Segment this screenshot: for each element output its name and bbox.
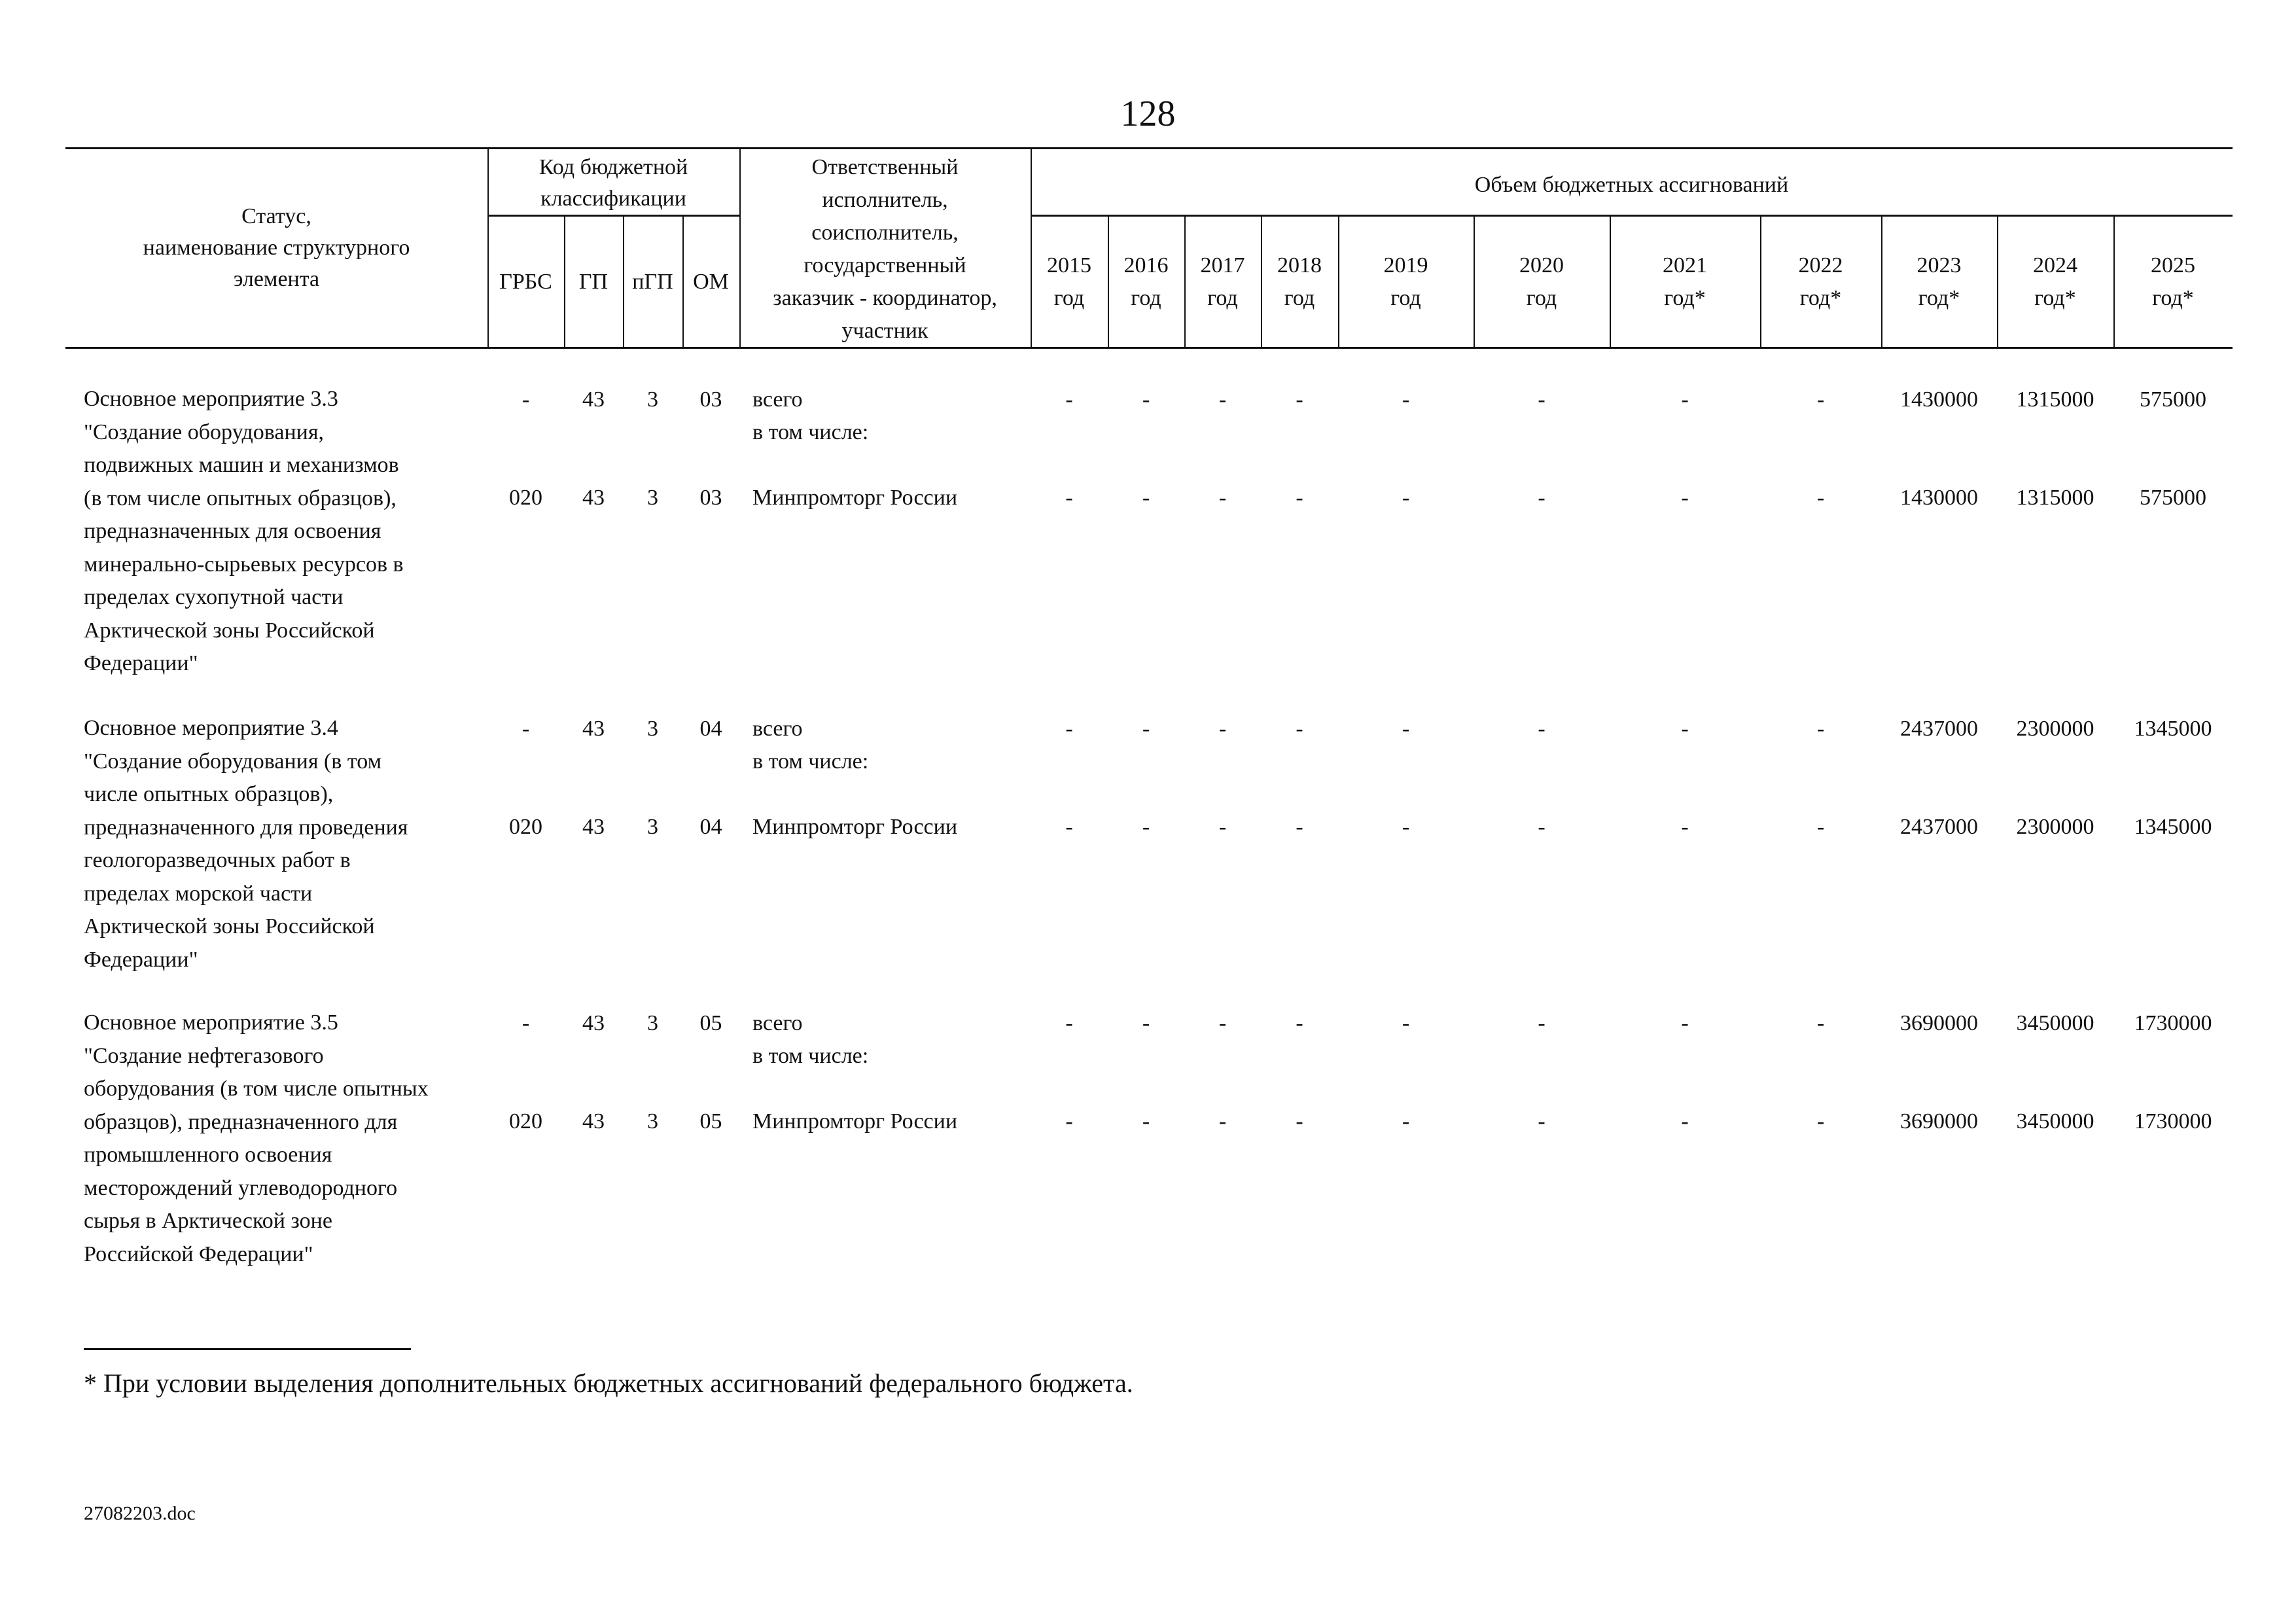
kbk-header-label: классификации — [540, 187, 686, 211]
budget-value-cell: 2437000 — [1900, 815, 1978, 839]
status-line: геологоразведочных работ в — [84, 848, 351, 872]
kbk-cell-grbs: - — [521, 1011, 530, 1035]
status-line: Основное мероприятие 3.3 — [84, 387, 338, 411]
kbk-cell-om: 04 — [699, 815, 722, 839]
budget-value-cell: 3450000 — [2016, 1109, 2094, 1133]
responsible-header-label: Ответственный — [811, 155, 959, 179]
kbk-col-label: пГП — [632, 270, 673, 294]
year-header-2015: 2015 — [1047, 253, 1091, 277]
year-header-2019: 2019 — [1383, 253, 1428, 277]
budget-value-cell: - — [1681, 815, 1689, 839]
responsible-header-label: соисполнитель, — [811, 221, 959, 245]
kbk-cell-om: 03 — [699, 486, 722, 510]
responsible-cell: Минпромторг России — [752, 815, 958, 839]
budget-value-cell: - — [1296, 1109, 1303, 1133]
status-line: месторождений углеводородного — [84, 1175, 398, 1200]
budget-value-cell: - — [1538, 1109, 1545, 1133]
budget-value-cell: 3690000 — [1900, 1011, 1978, 1035]
status-line: пределах сухопутной части — [84, 585, 344, 609]
status-line: Федерации" — [84, 651, 198, 675]
budget-value-cell: - — [1538, 717, 1545, 741]
budget-value-cell: 575000 — [2140, 387, 2206, 412]
kbk-cell-om: 03 — [699, 387, 722, 412]
budget-value-cell: - — [1538, 815, 1545, 839]
status-line: сырья в Арктической зоне — [84, 1209, 332, 1233]
responsible-cell: всего — [752, 1011, 803, 1035]
status-line: "Создание оборудования (в том — [84, 749, 382, 774]
status-line: Основное мероприятие 3.4 — [84, 716, 338, 740]
budget-value-cell: - — [1402, 1109, 1410, 1133]
status-line: промышленного освоения — [84, 1143, 332, 1167]
budget-value-cell: 2300000 — [2016, 815, 2094, 839]
kbk-cell-gp: 43 — [582, 815, 605, 839]
status-header-label: элемента — [233, 267, 320, 291]
status-line: образцов), предназначенного для — [84, 1109, 398, 1134]
year-unit-label: год* — [1918, 286, 1960, 310]
kbk-cell-pgp: 3 — [647, 815, 658, 839]
year-unit-label: год* — [1664, 286, 1706, 310]
responsible-cell: в том числе: — [752, 749, 869, 774]
budget-value-cell: 3450000 — [2016, 1011, 2094, 1035]
year-unit-label: год — [1207, 286, 1238, 310]
kbk-header-label: Код бюджетной — [539, 155, 688, 179]
kbk-cell-om: 04 — [699, 717, 722, 741]
budget-value-cell: - — [1296, 486, 1303, 510]
budget-value-cell: - — [1296, 1011, 1303, 1035]
responsible-header-label: заказчик - координатор, — [773, 286, 997, 310]
year-unit-label: год — [1526, 286, 1557, 310]
kbk-cell-grbs: 020 — [509, 815, 542, 839]
budget-value-cell: 1430000 — [1900, 387, 1978, 412]
status-line: числе опытных образцов), — [84, 782, 334, 806]
kbk-col-label: ГП — [578, 270, 609, 294]
year-header-2025: 2025 — [2151, 253, 2195, 277]
budget-value-cell: 575000 — [2140, 486, 2206, 510]
kbk-cell-pgp: 3 — [647, 387, 658, 412]
budget-value-cell: - — [1065, 1109, 1073, 1133]
header-bottom-border — [65, 347, 2233, 349]
years-subheader-rule — [1031, 215, 2233, 217]
budget-value-cell: - — [1218, 1011, 1227, 1035]
budget-value-cell: - — [1816, 486, 1825, 510]
budget-value-cell: - — [1065, 717, 1073, 741]
status-line: Арктической зоны Российской — [84, 914, 375, 938]
budget-value-cell: - — [1681, 387, 1689, 412]
budget-value-cell: - — [1218, 815, 1227, 839]
budget-value-cell: - — [1142, 1011, 1150, 1035]
year-unit-label: год* — [2034, 286, 2076, 310]
year-unit-label: год — [1131, 286, 1161, 310]
year-unit-label: год — [1053, 286, 1085, 310]
budget-value-cell: - — [1065, 387, 1073, 412]
kbk-cell-pgp: 3 — [647, 1011, 658, 1035]
status-line: пределах морской части — [84, 881, 313, 906]
year-header-2024: 2024 — [2033, 253, 2077, 277]
footnote: * При условии выделения дополнительных бюджетных ассигнований федерального бюджета. — [84, 1368, 1133, 1398]
kbk-col-label: ГРБС — [499, 270, 552, 294]
footnote-divider — [84, 1348, 411, 1350]
kbk-col-label: ОМ — [693, 270, 729, 294]
kbk-cell-om: 05 — [699, 1011, 722, 1035]
kbk-cell-grbs: - — [521, 717, 530, 741]
budget-value-cell: - — [1065, 815, 1073, 839]
budget-value-cell: - — [1142, 815, 1150, 839]
budget-value-cell: - — [1681, 1109, 1689, 1133]
status-line: Федерации" — [84, 947, 198, 972]
status-line: Арктической зоны Российской — [84, 618, 375, 643]
year-header-2023: 2023 — [1916, 253, 1962, 277]
budget-value-cell: 1345000 — [2134, 815, 2212, 839]
budget-value-cell: - — [1142, 486, 1150, 510]
year-header-2016: 2016 — [1123, 253, 1169, 277]
status-line: (в том числе опытных образцов), — [84, 486, 397, 510]
budget-value-cell: - — [1681, 717, 1689, 741]
budget-value-cell: - — [1402, 1011, 1410, 1035]
budget-value-cell: - — [1816, 717, 1825, 741]
kbk-cell-grbs: - — [521, 387, 530, 412]
kbk-cell-pgp: 3 — [647, 1109, 658, 1133]
kbk-cell-gp: 43 — [582, 1011, 605, 1035]
responsible-header-label: исполнитель, — [822, 188, 948, 212]
budget-value-cell: - — [1142, 1109, 1150, 1133]
budget-value-cell: - — [1402, 815, 1410, 839]
budget-value-cell: - — [1218, 387, 1227, 412]
status-line: подвижных машин и механизмов — [84, 453, 399, 477]
status-line: Основное мероприятие 3.5 — [84, 1010, 338, 1035]
year-unit-label: год* — [2152, 286, 2194, 310]
year-header-2020: 2020 — [1519, 253, 1564, 277]
budget-value-cell: - — [1402, 717, 1410, 741]
status-line: оборудования (в том числе опытных — [84, 1077, 429, 1101]
budget-value-cell: - — [1402, 387, 1410, 412]
responsible-header-label: государственный — [804, 253, 966, 277]
page-number: 128 — [1120, 94, 1176, 134]
responsible-header-label: участник — [841, 319, 928, 343]
budget-value-cell: 3690000 — [1900, 1109, 1978, 1133]
budget-value-cell: - — [1816, 387, 1825, 412]
kbk-cell-gp: 43 — [582, 717, 605, 741]
budget-header-label: Объем бюджетных ассигнований — [1474, 173, 1789, 197]
year-header-2021: 2021 — [1663, 253, 1707, 277]
budget-value-cell: - — [1816, 1109, 1825, 1133]
table-top-border — [65, 147, 2233, 149]
year-header-2022: 2022 — [1798, 253, 1843, 277]
status-header-label: наименование структурного — [143, 236, 410, 260]
budget-value-cell: - — [1065, 486, 1073, 510]
year-header-2018: 2018 — [1277, 253, 1322, 277]
year-unit-label: год* — [1799, 286, 1842, 310]
budget-value-cell: - — [1816, 815, 1825, 839]
budget-value-cell: - — [1065, 1011, 1073, 1035]
budget-value-cell: - — [1538, 1011, 1545, 1035]
year-unit-label: год — [1284, 286, 1315, 310]
budget-value-cell: - — [1296, 717, 1303, 741]
kbk-cell-om: 05 — [699, 1109, 722, 1133]
budget-value-cell: - — [1538, 486, 1545, 510]
status-line: "Создание оборудования, — [84, 419, 324, 444]
responsible-cell: Минпромторг России — [752, 1109, 958, 1133]
responsible-cell: всего — [752, 387, 803, 412]
document-id: 27082203.doc — [84, 1503, 196, 1524]
status-header-label: Статус, — [241, 204, 311, 228]
budget-value-cell: 2437000 — [1900, 717, 1978, 741]
kbk-cell-grbs: 020 — [509, 1109, 542, 1133]
kbk-cell-gp: 43 — [582, 387, 605, 412]
budget-value-cell: 1730000 — [2134, 1011, 2212, 1035]
responsible-cell: всего — [752, 717, 803, 741]
status-line: Российской Федерации" — [84, 1241, 313, 1266]
budget-value-cell: 2300000 — [2016, 717, 2094, 741]
budget-value-cell: - — [1142, 717, 1150, 741]
budget-value-cell: - — [1538, 387, 1545, 412]
budget-value-cell: - — [1142, 387, 1150, 412]
status-line: предназначенных для освоения — [84, 519, 381, 543]
budget-value-cell: - — [1218, 486, 1227, 510]
year-header-2017: 2017 — [1200, 253, 1245, 277]
budget-value-cell: 1345000 — [2134, 717, 2212, 741]
budget-value-cell: - — [1296, 815, 1303, 839]
budget-value-cell: 1430000 — [1900, 486, 1978, 510]
budget-value-cell: 1730000 — [2134, 1109, 2212, 1133]
budget-value-cell: - — [1681, 486, 1689, 510]
status-line: "Создание нефтегазового — [84, 1043, 324, 1068]
responsible-cell: в том числе: — [752, 420, 869, 444]
responsible-cell: в том числе: — [752, 1044, 869, 1068]
budget-value-cell: - — [1218, 1109, 1227, 1133]
budget-value-cell: - — [1296, 387, 1303, 412]
budget-value-cell: - — [1402, 486, 1410, 510]
year-unit-label: год — [1390, 286, 1421, 310]
kbk-cell-gp: 43 — [582, 1109, 605, 1133]
kbk-cell-pgp: 3 — [647, 486, 658, 510]
responsible-cell: Минпромторг России — [752, 486, 958, 510]
budget-value-cell: 1315000 — [2016, 387, 2094, 412]
status-line: минерально-сырьевых ресурсов в — [84, 552, 404, 577]
status-line: предназначенного для проведения — [84, 815, 408, 840]
kbk-cell-gp: 43 — [582, 486, 605, 510]
budget-value-cell: - — [1681, 1011, 1689, 1035]
budget-value-cell: - — [1816, 1011, 1825, 1035]
kbk-cell-pgp: 3 — [647, 717, 658, 741]
budget-value-cell: - — [1218, 717, 1227, 741]
kbk-cell-grbs: 020 — [509, 486, 542, 510]
budget-value-cell: 1315000 — [2016, 486, 2094, 510]
